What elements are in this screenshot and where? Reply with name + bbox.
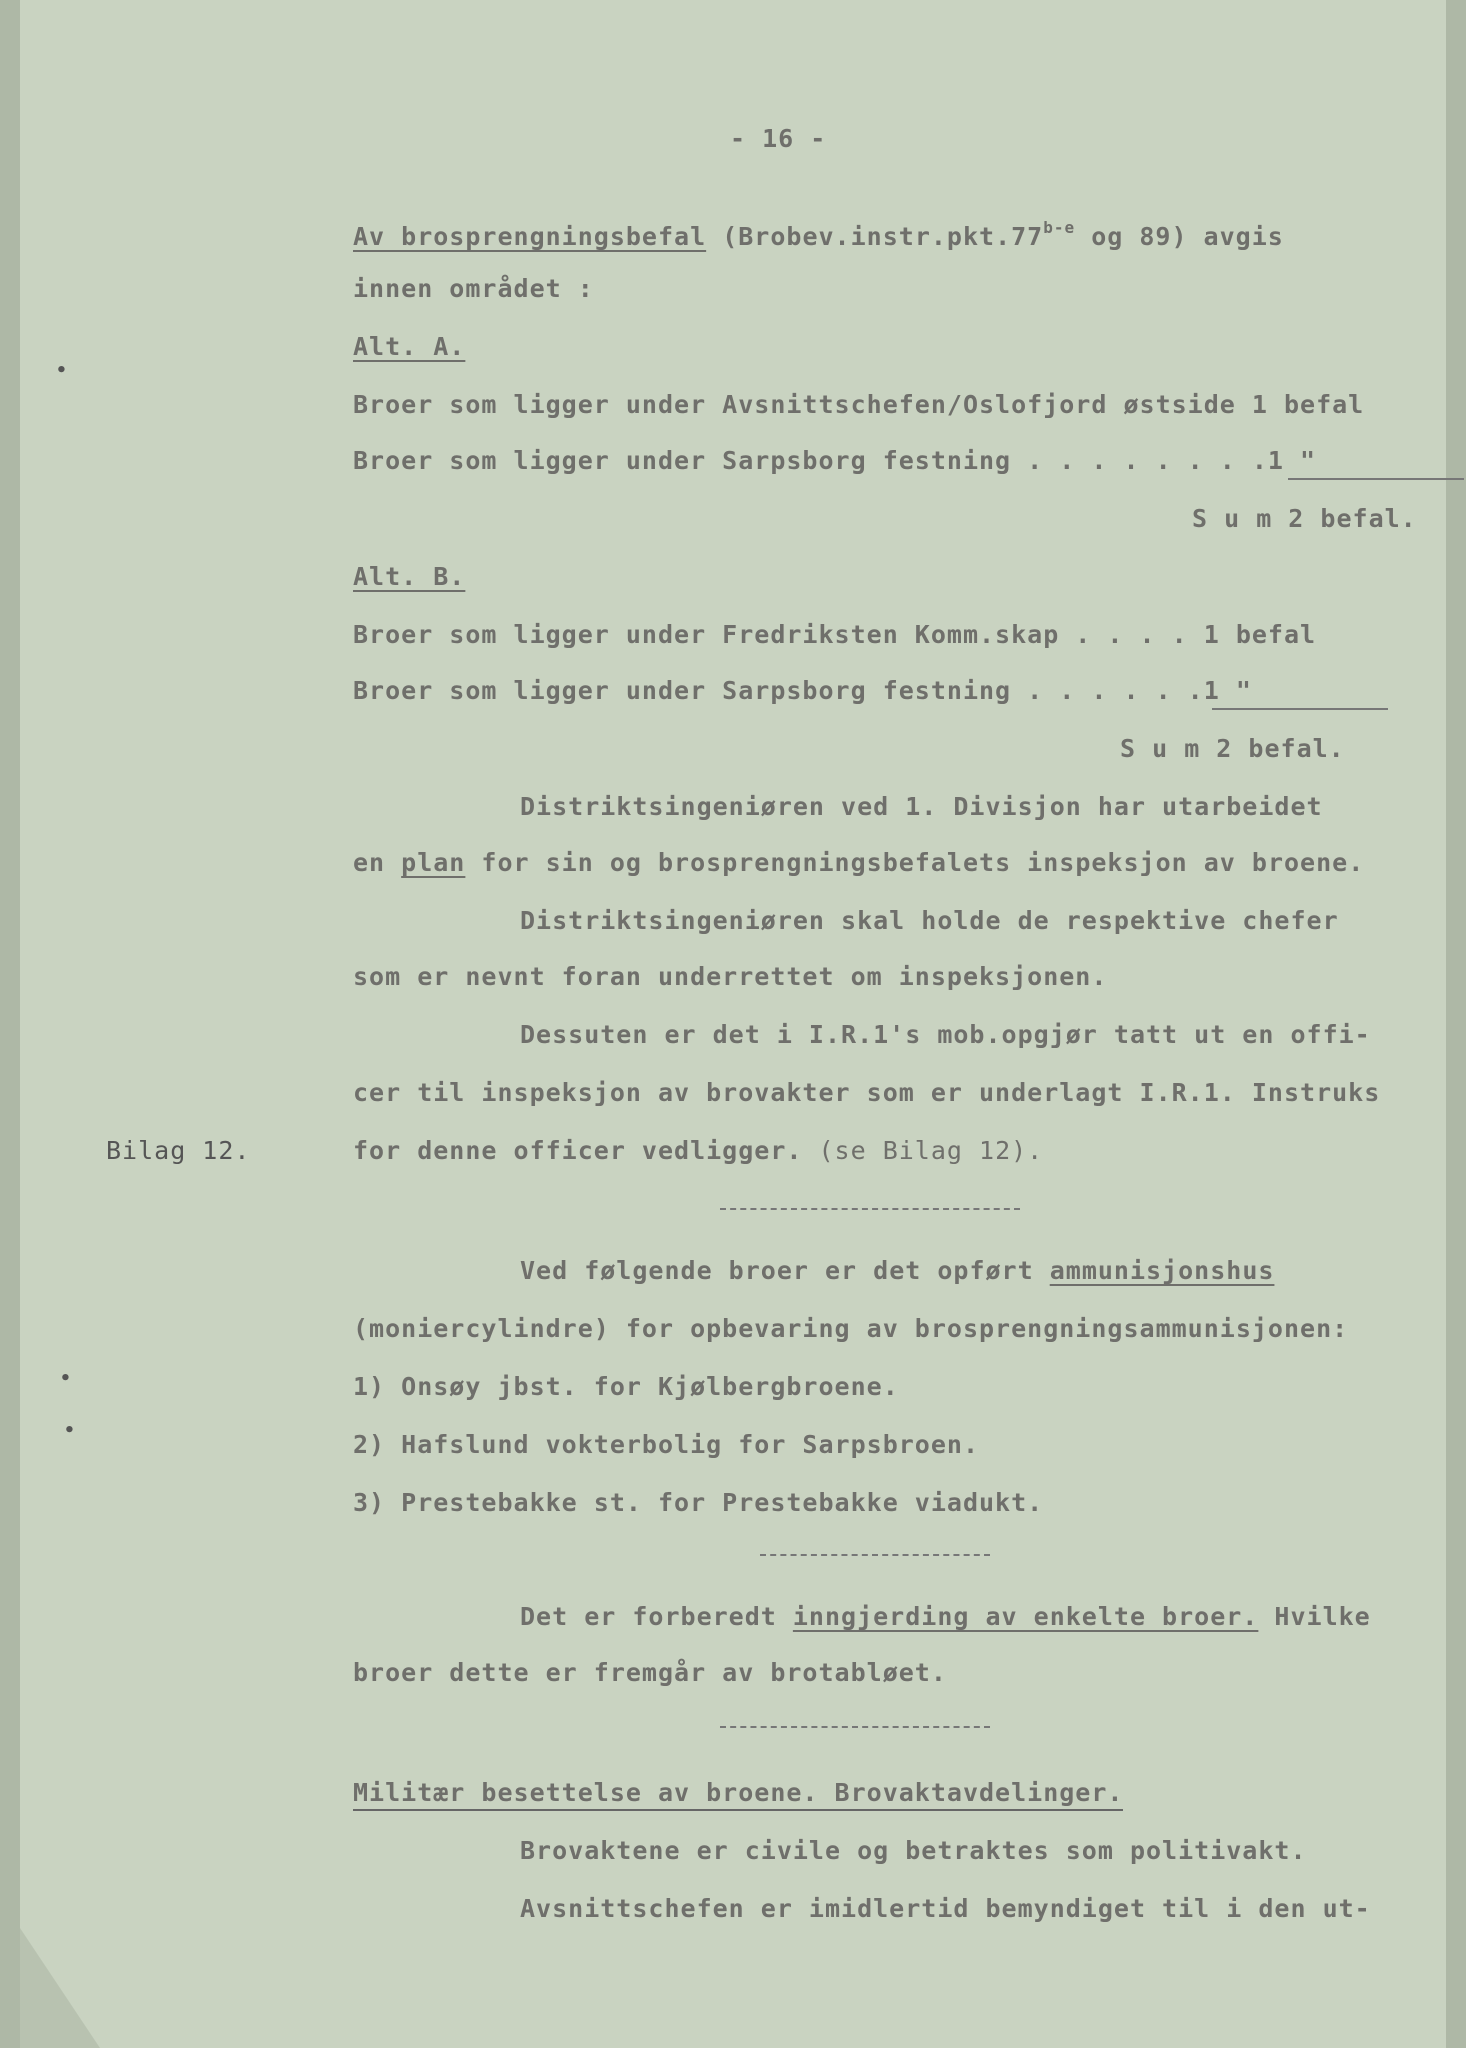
para3-line-3: [353, 1136, 1043, 1165]
para3-note: (se Bilag 12).: [818, 1136, 1044, 1165]
para5-underlined: inngjerding av enkelte broer.: [792, 1602, 1259, 1631]
alt-a-sum: S u m 2 befal.: [1192, 504, 1417, 533]
intro-line: innen området :: [353, 274, 594, 303]
heading-title: Av brosprengningsbefal: [353, 222, 707, 251]
para5-line-1: [520, 1602, 1371, 1631]
heading-ref-sup: b-e: [1043, 218, 1076, 237]
sum-rule: [1212, 708, 1388, 710]
section2-title: Militær besettelse av broene. Brovaktavdelinger.: [353, 1778, 1123, 1807]
alt-b-sum: S u m 2 befal.: [1120, 734, 1345, 763]
document-page: [20, 0, 1446, 2048]
alt-a-row-2: Broer som ligger under Sarpsborg festning . . . . . . . .1 ": [353, 446, 1317, 475]
list-item: 2) Hafslund vokterbolig for Sarpsbroen.: [353, 1430, 979, 1459]
list-item: 1) Onsøy jbst. for Kjølbergbroene.: [353, 1372, 899, 1401]
para1-line-2: [353, 848, 1364, 877]
list-item: 3) Prestebakke st. for Prestebakke viadukt.: [353, 1488, 1044, 1517]
para1-line-1: Distriktsingeniøren ved 1. Divisjon har utarbeidet: [520, 792, 1323, 821]
heading-ref-suffix: og 89) avgis: [1091, 222, 1284, 251]
margin-mark: •: [60, 1368, 72, 1389]
alt-a-label: Alt. A.: [353, 332, 466, 361]
section2-line-1: Brovaktene er civile og betraktes som politivakt.: [520, 1836, 1307, 1865]
para5-text-b: Hvilke: [1258, 1602, 1371, 1631]
divider: [760, 1554, 990, 1556]
para4-line-2: (moniercylindre) for opbevaring av brosprengningsammunisjonen:: [353, 1314, 1349, 1343]
para2-line-1: Distriktsingeniøren skal holde de respektive chefer: [520, 906, 1339, 935]
para1-underlined: plan: [401, 848, 466, 877]
divider: [720, 1726, 990, 1728]
para4-line-1: [520, 1256, 1274, 1285]
divider: [720, 1208, 1020, 1210]
para3-line-1: Dessuten er det i I.R.1's mob.opgjør tatt ut en offi-: [520, 1020, 1371, 1049]
page-number: - 16 -: [730, 124, 827, 153]
para5-text-a: Det er forberedt: [520, 1602, 793, 1631]
para4-text-c: er det opført: [808, 1256, 1050, 1285]
alt-a-row-1: Broer som ligger under Avsnittschefen/Oslofjord østside 1 befal: [353, 390, 1365, 419]
alt-b-label: Alt. B.: [353, 562, 466, 591]
para3-line-2: cer til inspeksjon av brovakter som er underlagt I.R.1. Instruks: [353, 1078, 1381, 1107]
para3-text: for denne officer vedligger.: [353, 1136, 803, 1165]
alt-b-row-1: Broer som ligger under Fredriksten Komm.skap . . . . 1 befal: [353, 620, 1317, 649]
para5-line-2: broer dette er fremgår av brotabløet.: [353, 1658, 947, 1687]
para4-text-a: Ved følgende: [520, 1256, 729, 1285]
alt-b-row-2: Broer som ligger under Sarpsborg festning . . . . . .1 ": [353, 676, 1252, 705]
margin-mark: •: [56, 360, 68, 381]
para1-text-a: en: [353, 848, 402, 877]
paper-corner: [20, 1928, 100, 2048]
para2-line-2: som er nevnt foran underrettet om inspeksjonen.: [353, 962, 1108, 991]
para4-text-b: broer: [728, 1256, 809, 1285]
para4-underlined: ammunisjonshus: [1049, 1256, 1275, 1285]
para1-text-b: for sin og brosprengningsbefalets inspeksjon av broene.: [465, 848, 1365, 877]
sum-rule: [1288, 478, 1464, 480]
bilag-margin-note: Bilag 12.: [106, 1136, 251, 1165]
heading-ref: (Brobev.instr.pkt.77: [722, 222, 1044, 251]
section-heading: [353, 218, 1284, 251]
section2-line-2: Avsnittschefen er imidlertid bemyndiget til i den ut-: [520, 1894, 1371, 1923]
margin-mark: •: [64, 1420, 76, 1441]
